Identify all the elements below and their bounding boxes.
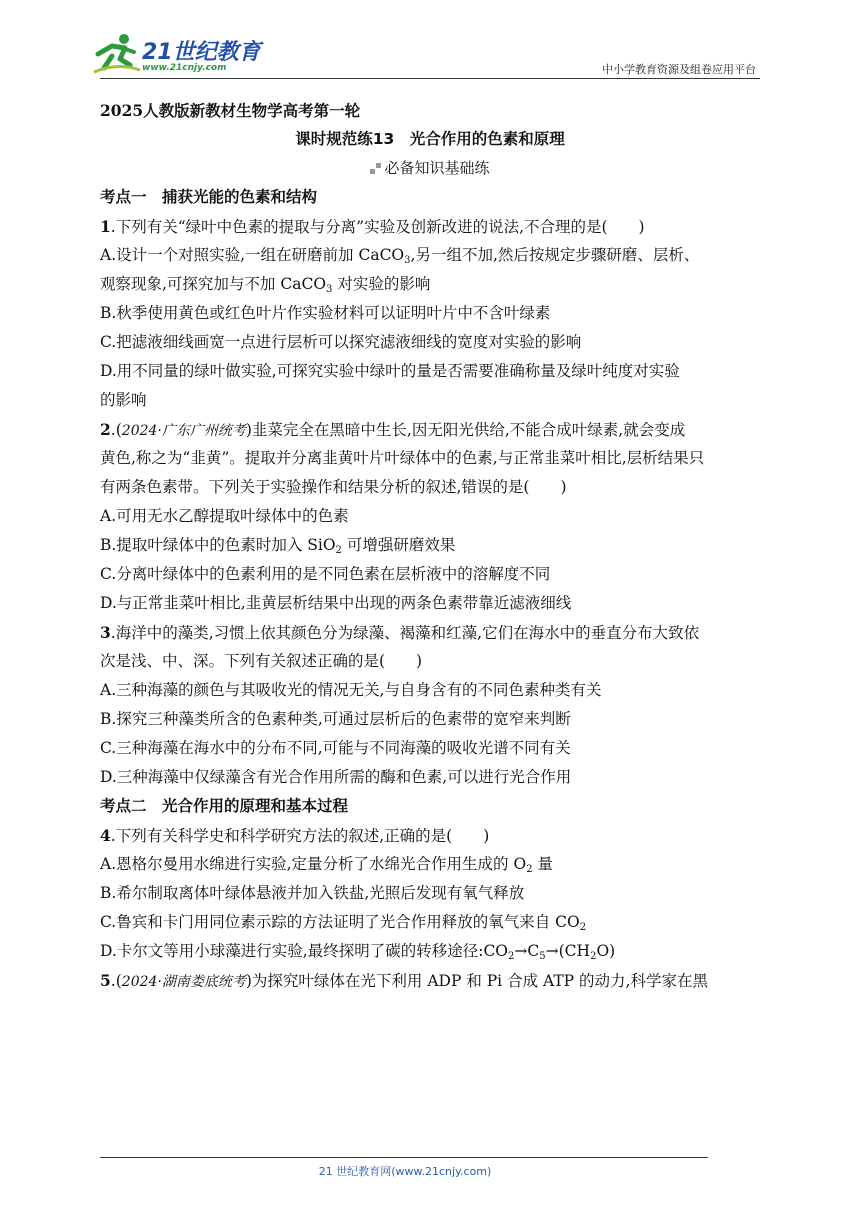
option-a: A.恩格尔曼用水绵进行实验,定量分析了水绵光合作用生成的 $O_2$ 量: [100, 855, 553, 875]
option-b: B.提取叶绿体中的色素时加入 SiO$_2$ 可增强研磨效果: [100, 536, 456, 556]
question-stem: )韭菜完全在黑暗中生长,因无阳光供给,不能合成叶绿素,就会变成: [245, 421, 686, 439]
paper-title: 2025人教版新教材生物学高考第一轮: [100, 101, 361, 120]
logo-text: 21世纪教育: [142, 40, 261, 65]
option-b: B.希尔制取离体叶绿体悬液并加入铁盐,光照后发现有氧气释放: [100, 884, 525, 902]
question-source: 2024·湖南娄底统考: [121, 974, 246, 990]
footer-site-link[interactable]: 21 世纪教育网(www.21cnjy.com): [318, 1165, 492, 1178]
document-body: [100, 96, 760, 995]
question-number: 1: [100, 217, 111, 236]
platform-label: 中小学教育资源及组卷应用平台: [602, 63, 756, 76]
option-a: A.可用无水乙醇提取叶绿体中的色素: [100, 507, 349, 525]
question-stem-cont: 黄色,称之为“韭黄”。提取并分离韭黄叶片叶绿体中的色素,与正常韭菜叶相比,层析结果只: [100, 449, 705, 467]
question-number: 5: [100, 971, 111, 990]
option-b: B.秋季使用黄色或红色叶片作实验材料可以证明叶片中不含叶绿素: [100, 304, 551, 322]
option-c: C.鲁宾和卡门用同位素示踪的方法证明了光合作用释放的氧气来自 $CO_2$: [100, 913, 587, 933]
subsection-heading: [100, 154, 760, 183]
question-stem: .下列有关“绿叶中色素的提取与分离”实验及创新改进的说法,不合理的是( ): [110, 218, 645, 236]
option-b: B.探究三种藻类所含的色素种类,可通过层析后的色素带的宽窄来判断: [100, 710, 571, 728]
option-d: D.三种海藻中仅绿藻含有光合作用所需的酶和色素,可以进行光合作用: [100, 768, 572, 786]
section-heading-2: 考点二 光合作用的原理和基本过程: [100, 797, 349, 815]
option-d: D.用不同量的绿叶做实验,可探究实验中绿叶的量是否需要准确称量及绿叶纯度对实验: [100, 362, 680, 380]
header-divider: [100, 78, 760, 79]
subsection-label: 必备知识基础练: [384, 159, 490, 177]
question-5: 5.(2024·湖南娄底统考)为探究叶绿体在光下利用 ADP 和 Pi 合成 ATP 的动力,科学家在黑: [100, 971, 708, 990]
question-stem: .海洋中的藻类,习惯上依其颜色分为绿藻、褐藻和红藻,它们在海水中的垂直分布大致依: [110, 624, 700, 642]
question-number: 3: [100, 623, 111, 642]
option-d: D.卡尔文等用小球藻进行实验,最终探明了碳的转移途径$:CO_2\to C_5\to(CH_2O)$: [100, 942, 616, 962]
option-a: A.设计一个对照实验,一组在研磨前加 CaCO$_3$,另一组不加,然后按规定步骤研磨、层析、: [100, 246, 700, 266]
option-c: C.分离叶绿体中的色素利用的是不同色素在层析液中的溶解度不同: [100, 565, 551, 583]
question-stem-cont: 有两条色素带。下列关于实验操作和结果分析的叙述,错误的是( ): [100, 478, 567, 496]
question-stem: .下列有关科学史和科学研究方法的叙述,正确的是( ): [110, 827, 490, 845]
question-number: 2: [100, 420, 111, 439]
option-c: C.三种海藻在海水中的分布不同,可能与不同海藻的吸收光谱不同有关: [100, 739, 571, 757]
site-logo[interactable]: [92, 32, 262, 78]
option-a-cont: 观察现象,可探究加与不加 CaCO$_3$ 对实验的影响: [100, 275, 431, 295]
footer-divider: [100, 1157, 708, 1158]
section-heading-1: 考点一 捕获光能的色素和结构: [100, 188, 318, 206]
question-1: [100, 212, 760, 415]
square-bullet-icon: [370, 163, 381, 174]
runner-logo-icon: [92, 32, 142, 78]
question-4: [100, 821, 760, 966]
option-c: C.把滤液细线画宽一点进行层析可以探究滤液细线的宽度对实验的影响: [100, 333, 582, 351]
lesson-title: 课时规范练13 光合作用的色素和原理: [295, 130, 565, 148]
option-a: A.三种海藻的颜色与其吸收光的情况无关,与自身含有的不同色素种类有关: [100, 681, 602, 699]
page-header: [0, 0, 860, 82]
option-d-cont: 的影响: [100, 391, 147, 409]
question-3: [100, 618, 760, 792]
question-2: 2.(2024·广东广州统考)韭菜完全在黑暗中生长,因无阳光供给,不能合成叶绿素,就会变成 黄色,称之为“韭黄”。提取并分离韭黄叶片叶绿体中的色素,与正常韭菜叶相比,层析结果只 有两条色素带。下列关于实验操作和结果分析的叙述,错误的是( ) A.可用无水乙醇提取叶绿体中的色素 B.提取叶绿体中的色素时加入 SiO$_2$ 可增强研磨效果 C.分离叶绿体中的色素利用的是不同色素在层析液中的溶解度不同 D.与正常韭菜叶相比,韭黄层析结果中出现的两条色素带靠近滤液细线: [100, 415, 760, 618]
option-d: D.与正常韭菜叶相比,韭黄层析结果中出现的两条色素带靠近滤液细线: [100, 594, 572, 612]
question-source: 2024·广东广州统考: [121, 423, 246, 439]
question-stem-cont: 次是浅、中、深。下列有关叙述正确的是( ): [100, 652, 423, 670]
question-number: 4: [100, 826, 111, 845]
logo-url: www.21cnjy.com: [142, 63, 227, 73]
question-stem: )为探究叶绿体在光下利用 ADP 和 Pi 合成 ATP 的动力,科学家在黑: [245, 972, 708, 990]
